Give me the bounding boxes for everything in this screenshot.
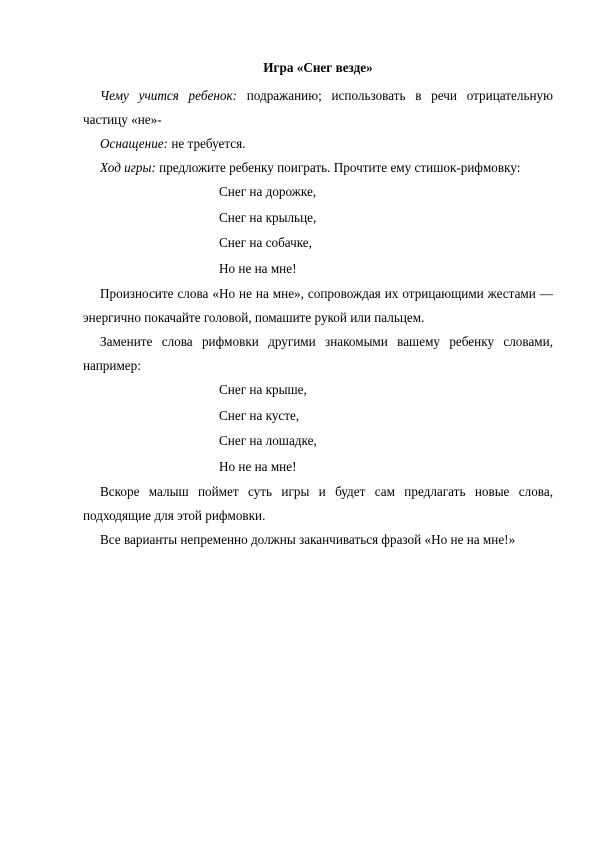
ending-paragraph: Все варианты непременно должны заканчиваться фразой «Но не на мне!» — [100, 532, 516, 547]
equipment-label: Оснащение: — [100, 136, 169, 151]
replace-paragraph: Замените слова рифмовки другими знакомыми вашему ребенку словами, например: — [83, 334, 553, 373]
poem-line: Снег на дорожке, — [219, 184, 317, 199]
poem-line: Снег на лошадке, — [219, 433, 317, 448]
document-title: Игра «Снег везде» — [263, 60, 373, 75]
learning-paragraph — [83, 84, 553, 132]
learning-text: подражанию; использовать в речи отрицательную частицу «не»- — [83, 88, 553, 127]
equipment-text: не требуется. — [168, 136, 246, 151]
poem-first — [83, 180, 553, 281]
course-label: Ход игры: — [100, 160, 156, 175]
poem-line: Снег на крыльце, — [219, 209, 317, 225]
poem-line: Снег на собачке, — [219, 235, 312, 250]
poem-line: Но не на мне! — [219, 458, 297, 474]
learning-label: Чему учится ребенок: — [100, 88, 238, 103]
poem-line: Снег на кусте, — [219, 407, 300, 423]
equipment-paragraph — [83, 132, 553, 156]
soon-paragraph: Вскоре малыш поймет суть игры и будет сам предлагать новые слова, подходящие для этой рифмовки. — [83, 484, 553, 523]
document-content — [83, 56, 553, 552]
poem-second — [83, 378, 553, 479]
poem-line: Но не на мне! — [219, 260, 297, 276]
poem-line: Снег на крыше, — [219, 382, 307, 397]
course-text: предложите ребенку поиграть. Прочтите ему стишок-рифмовку: — [155, 160, 521, 175]
course-paragraph — [83, 156, 553, 180]
gesture-paragraph: Произносите слова «Но не на мне», сопровождая их отрицающими жестами — энергично покачайте головой, помашите рукой или пальцем. — [83, 286, 553, 325]
